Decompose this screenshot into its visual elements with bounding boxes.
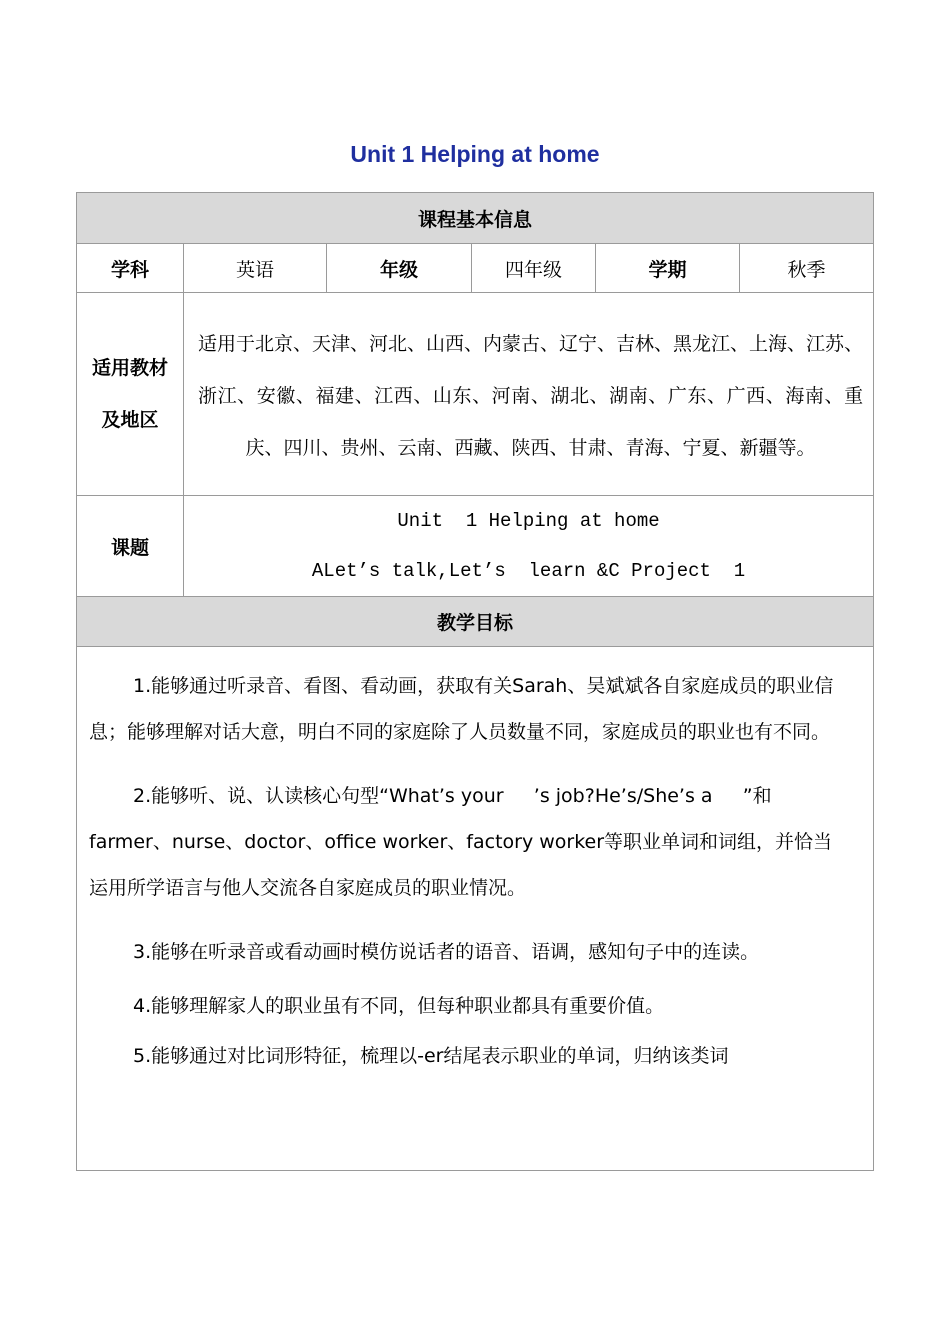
info-header: 课程基本信息 <box>77 193 874 244</box>
grade-value: 四年级 <box>472 244 596 293</box>
goal-5: 5.能够通过对比词形特征，梳理以-er结尾表示职业的单词，归纳该类词 <box>133 1045 729 1067</box>
subject-value: 英语 <box>184 244 327 293</box>
goal-3: 3.能够在听录音或看动画时模仿说话者的语音、语调，感知句子中的连读。 <box>133 941 760 963</box>
region-text: 适用于北京、天津、河北、山西、内蒙古、辽宁、吉林、黑龙江、上海、江苏、浙江、安徽、福建、江西、山东、河南、湖北、湖南、广东、广西、海南、重庆、四川、贵州、云南、西藏、陕西、甘肃、青海、宁夏、新疆等。 <box>184 293 874 496</box>
goal-4: 4.能够理解家人的职业虽有不同，但每种职业都具有重要价值。 <box>133 995 665 1017</box>
term-label: 学期 <box>596 244 740 293</box>
subject-label: 学科 <box>77 244 184 293</box>
goals-header: 教学目标 <box>77 597 874 647</box>
goal-1: 1.能够通过听录音、看图、看动画，获取有关Sarah、吴斌斌各自家庭成员的职业信息；能够理解对话大意，明白不同的家庭除了人员数量不同，家庭成员的职业也有不同。 <box>89 675 834 743</box>
goals-cell <box>77 647 874 1171</box>
region-label: 适用教材及地区 <box>77 293 184 496</box>
grade-label: 年级 <box>327 244 472 293</box>
course-info-table <box>76 192 874 1171</box>
document-title: Unit 1 Helping at home <box>350 141 600 167</box>
topic-line-2: ALet’s talk,Let’s learn &C Project 1 <box>311 560 746 582</box>
topic-label: 课题 <box>77 496 184 597</box>
topic-cell <box>184 496 874 597</box>
term-value: 秋季 <box>740 244 874 293</box>
goal-2: 2.能够听、说、认读核心句型“What’s your ’s job?He’s/She’s a ”和farmer、nurse、doctor、office worker、factory worker等职业单词和词组，并恰当运用所学语言与他人交流各自家庭成员的职业情况。 <box>89 785 833 899</box>
topic-line-1: Unit 1 Helping at home <box>397 510 660 532</box>
